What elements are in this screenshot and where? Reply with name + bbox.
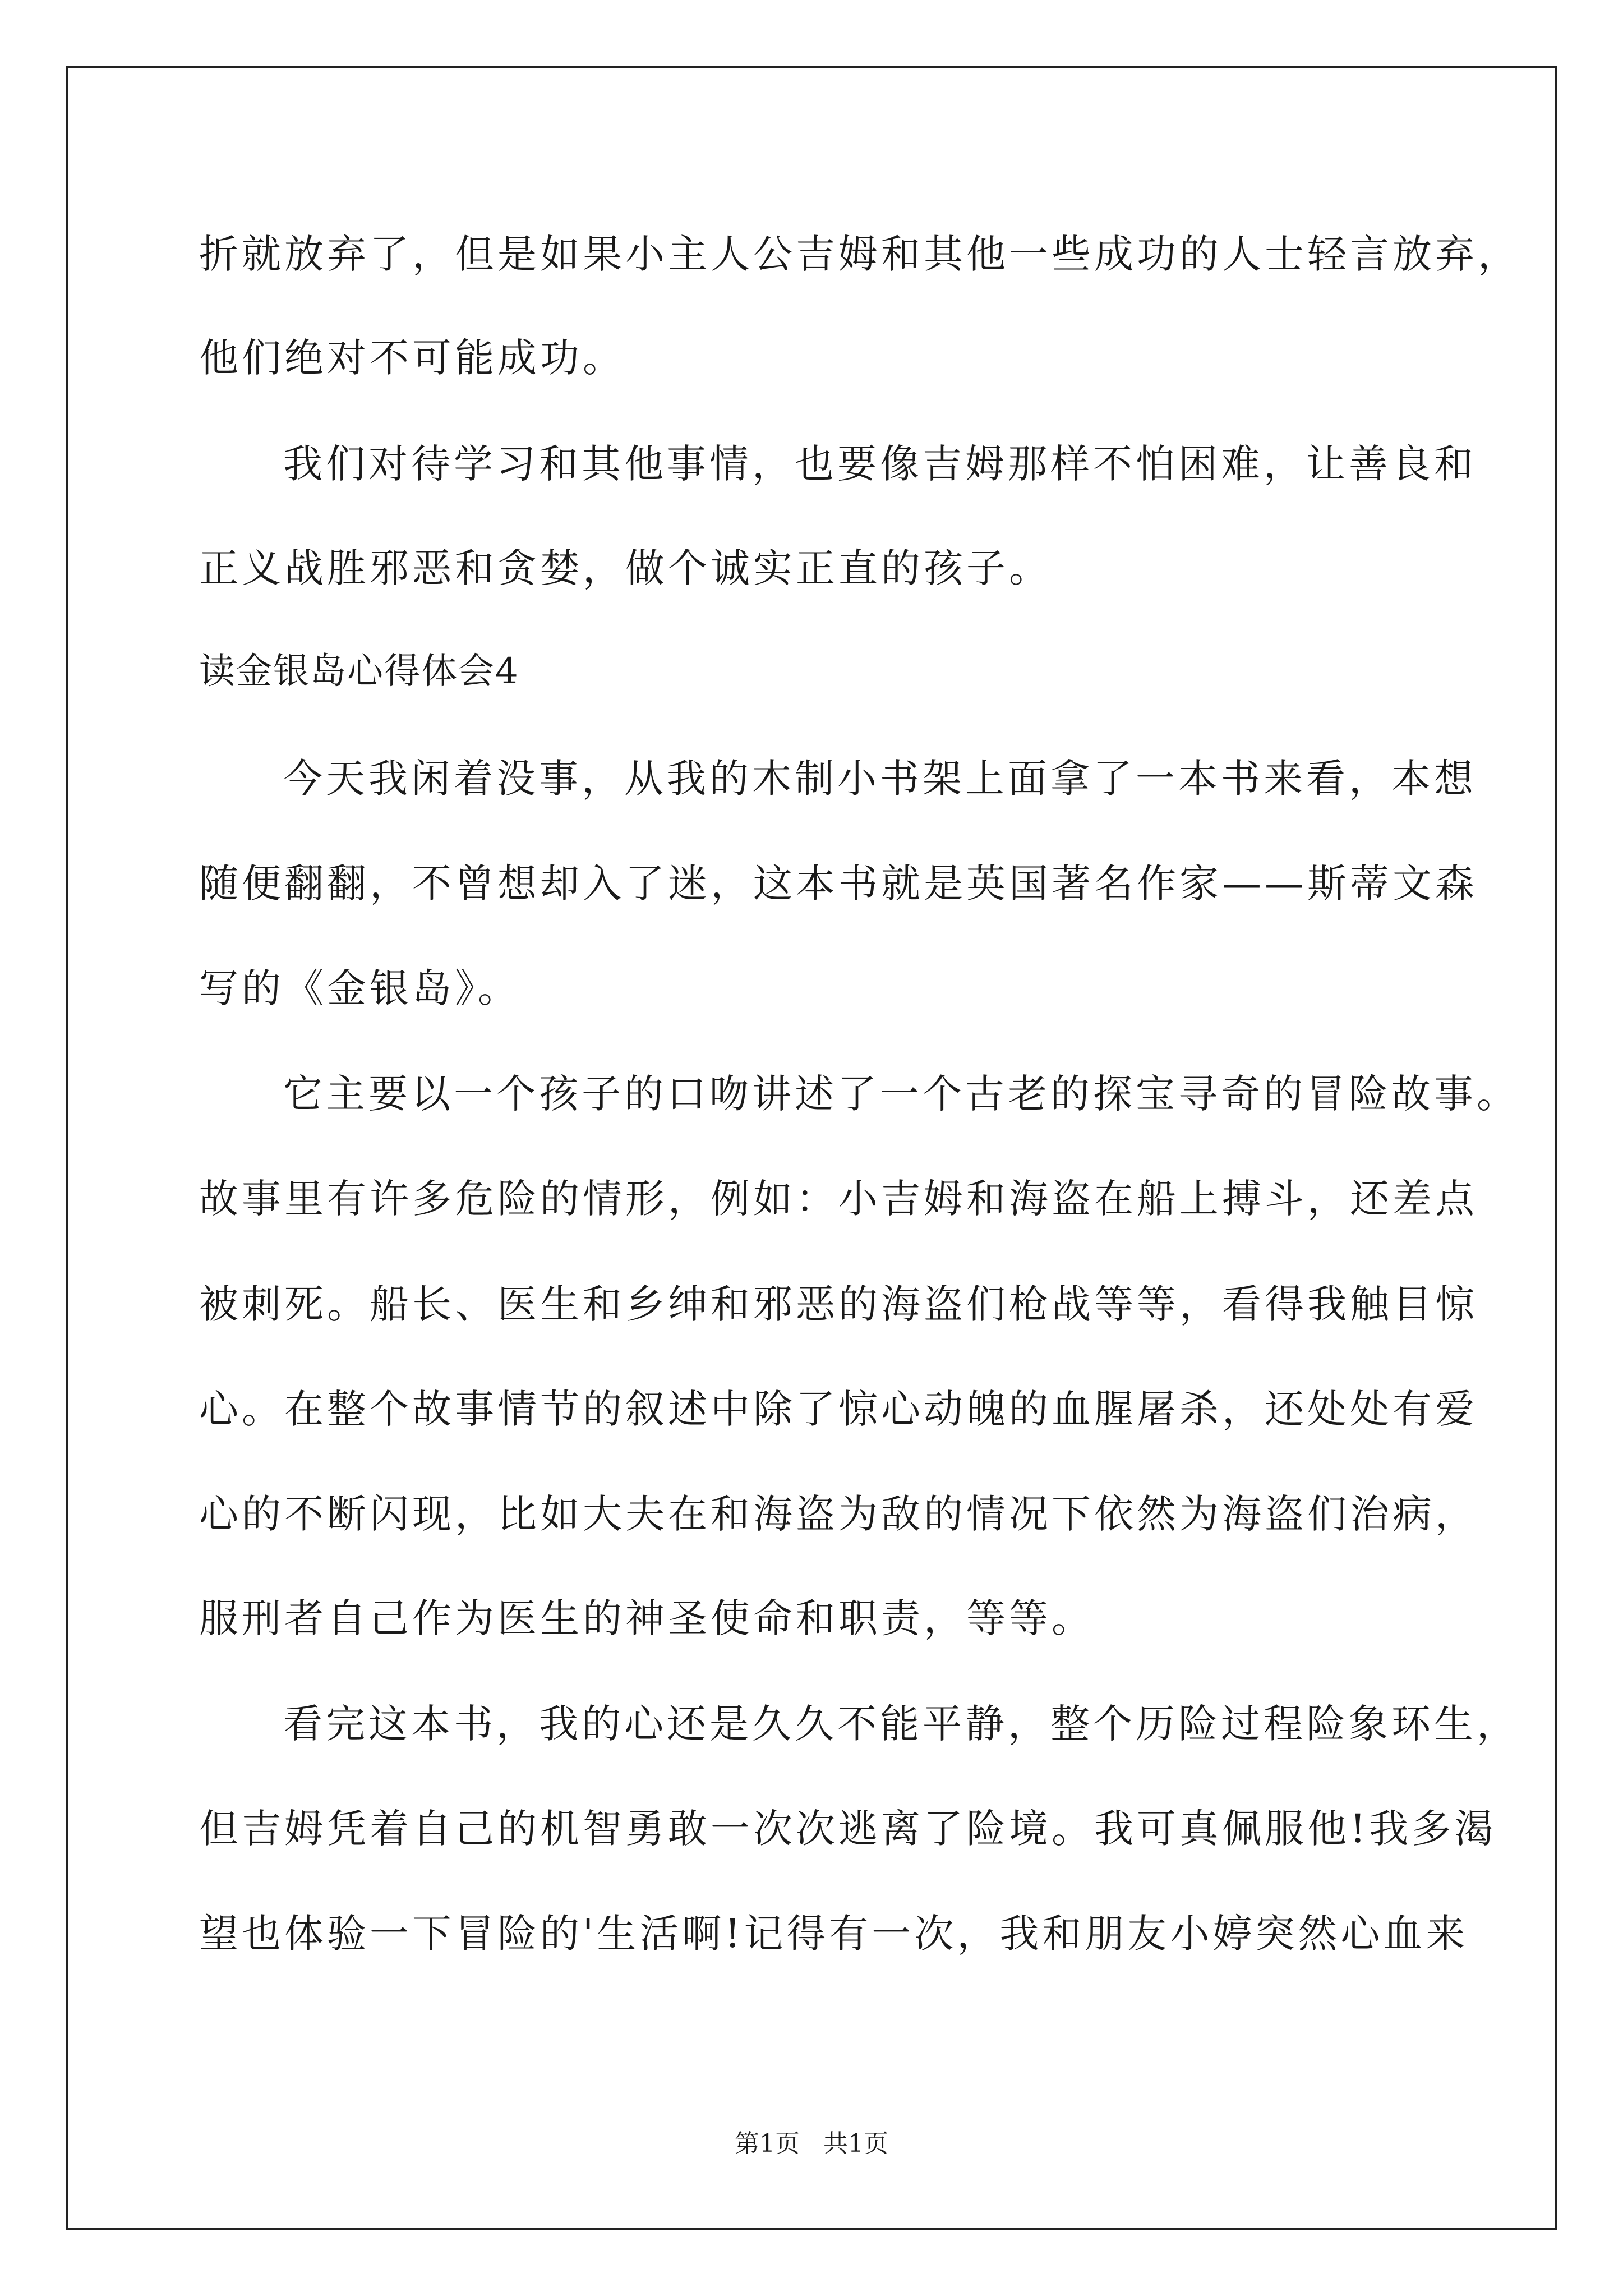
section-heading: 读金银岛心得体会4 — [199, 651, 519, 692]
paragraph-line: 服刑者自己作为医生的神圣使命和职责，等等。 — [199, 1595, 1094, 1641]
page-footer: 第1页 共1页 — [735, 2129, 888, 2158]
paragraph-line: 故事里有许多危险的情形，例如：小吉姆和海盗在船上搏斗，还差点 — [199, 1176, 1478, 1222]
paragraph-line: 它主要以一个孩子的口吻讲述了一个古老的探宝寻奇的冒险故事。 — [283, 1071, 1519, 1117]
page-border — [66, 66, 1557, 2230]
paragraph-line: 随便翻翻，不曾想却入了迷，这本书就是英国著名作家——斯蒂文森 — [199, 861, 1478, 907]
paragraph-line: 看完这本书，我的心还是久久不能平静，整个历险过程险象环生， — [283, 1701, 1519, 1747]
paragraph-line: 心。在整个故事情节的叙述中除了惊心动魄的血腥屠杀，还处处有爱 — [199, 1386, 1478, 1432]
paragraph-line: 心的不断闪现，比如大夫在和海盗为敌的情况下依然为海盗们治病， — [199, 1491, 1478, 1537]
paragraph-line: 他们绝对不可能成功。 — [199, 335, 625, 381]
paragraph-line: 正义战胜邪恶和贪婪，做个诚实正直的孩子。 — [199, 545, 1052, 591]
paragraph-line: 写的《金银岛》。 — [199, 965, 520, 1011]
paragraph-line: 折就放弃了，但是如果小主人公吉姆和其他一些成功的人士轻言放弃， — [199, 231, 1520, 277]
paragraph-line: 望也体验一下冒险的'生活啊!记得有一次，我和朋友小婷突然心血来 — [199, 1911, 1469, 1957]
paragraph-line: 但吉姆凭着自己的机智勇敢一次次逃离了险境。我可真佩服他!我多渴 — [199, 1806, 1497, 1852]
paragraph-line: 被刺死。船长、医生和乡绅和邪恶的海盗们枪战等等，看得我触目惊 — [199, 1281, 1478, 1327]
paragraph-line: 我们对待学习和其他事情，也要像吉姆那样不怕困难，让善良和 — [283, 441, 1477, 487]
paragraph-line: 今天我闲着没事，从我的木制小书架上面拿了一本书来看，本想 — [283, 756, 1477, 802]
